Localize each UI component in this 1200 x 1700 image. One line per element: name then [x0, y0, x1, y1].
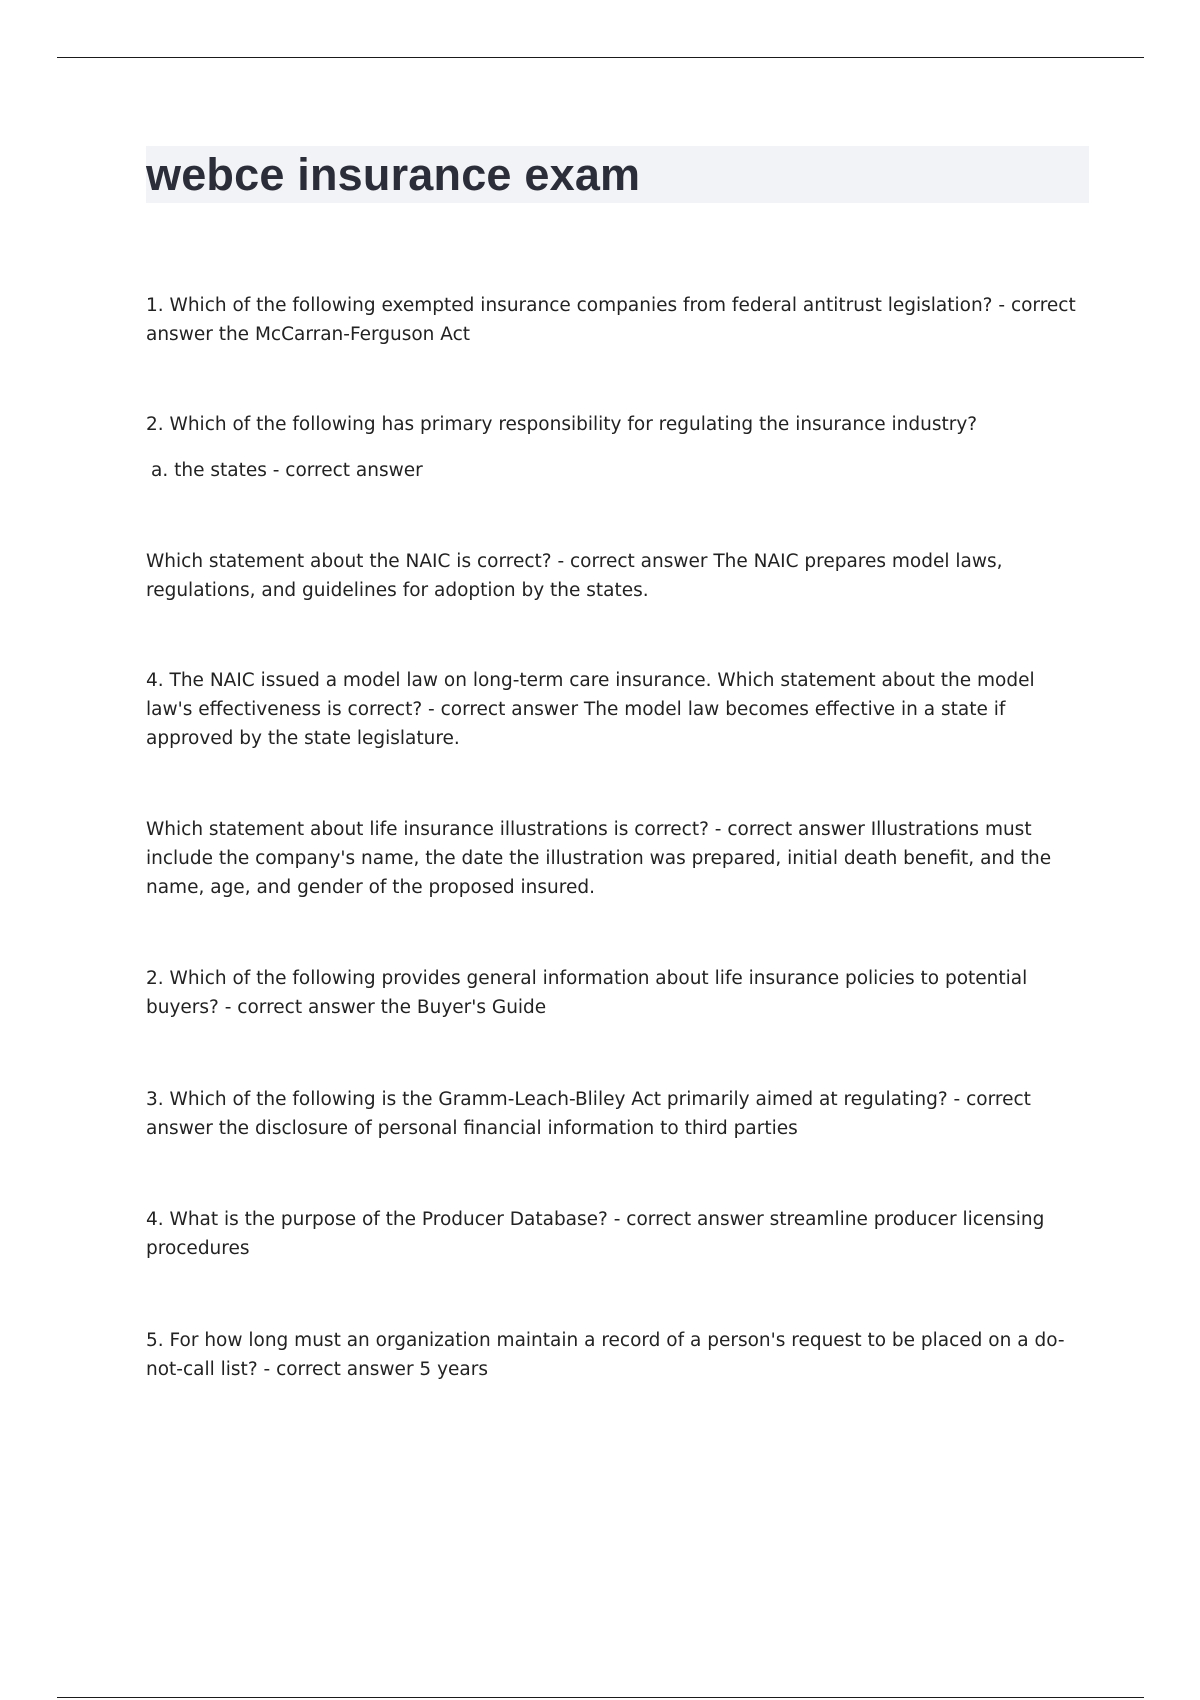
qa-item-8: 4. What is the purpose of the Producer Database? - correct answer streamline producer licensing procedures [146, 1209, 1045, 1259]
bottom-rule [57, 1697, 1144, 1698]
top-rule [57, 57, 1144, 58]
qa-item-3: Which statement about the NAIC is correct? - correct answer The NAIC prepares model laws, regulations, and guidelines for adoption by the states. [146, 551, 1003, 601]
qa-item-7: 3. Which of the following is the Gramm-Leach-Bliley Act primarily aimed at regulating? - correct answer the disclosure of personal financial information to third parties [146, 1089, 1031, 1139]
document-title: webce insurance exam [146, 149, 641, 200]
qa-item-2: 2. Which of the following has primary responsibility for regulating the insurance industry? [146, 414, 978, 435]
qa-item-6: 2. Which of the following provides general information about life insurance policies to potential buyers? - correct answer the Buyer's Guide [146, 968, 1028, 1018]
qa-item-4: 4. The NAIC issued a model law on long-term care insurance. Which statement about the model law's effectiveness is correct? - correct answer The model law becomes effective in a state if approved by the state legislature. [146, 670, 1035, 749]
qa-item-1: 1. Which of the following exempted insurance companies from federal antitrust legislation? - correct answer the McCarran-Ferguson Act [146, 295, 1076, 345]
qa-item-9: 5. For how long must an organization maintain a record of a person's request to be placed on a do-not-call list? - correct answer 5 years [146, 1330, 1065, 1380]
qa-item-5: Which statement about life insurance illustrations is correct? - correct answer Illustrations must include the company's name, the date the illustration was prepared, initial death benefit, and the name, age, and gender of the proposed insured. [146, 819, 1052, 898]
qa-item-2-answer: a. the states - correct answer [151, 460, 423, 481]
